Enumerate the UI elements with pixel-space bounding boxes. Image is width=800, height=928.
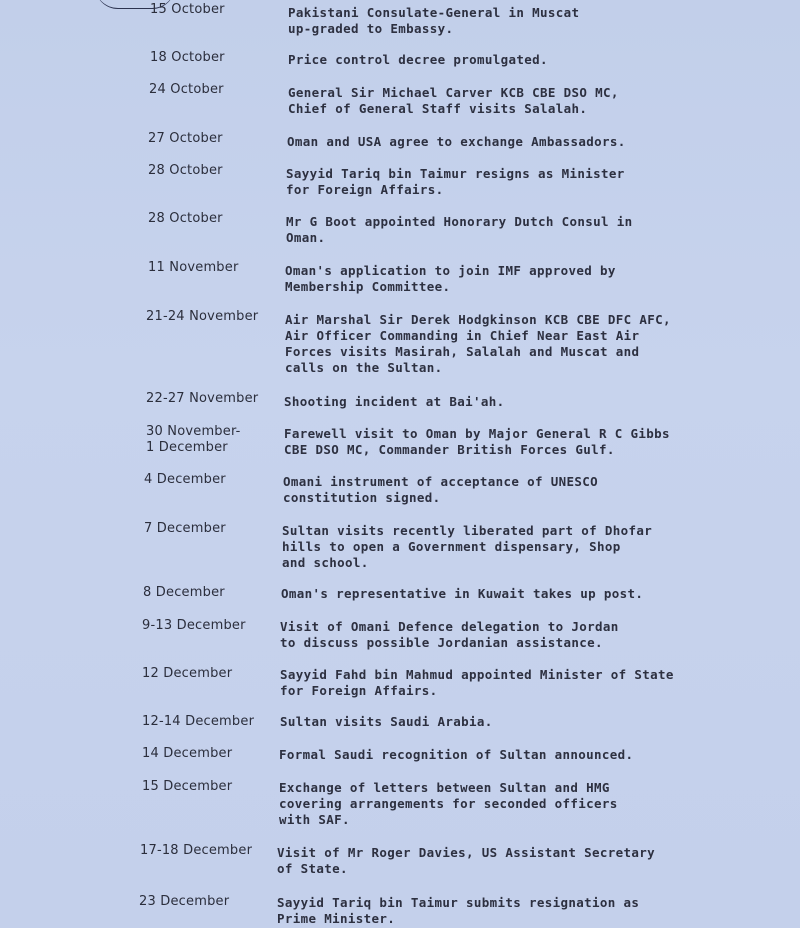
entry-description: Shooting incident at Bai'ah. xyxy=(284,394,505,409)
entry-description: Sultan visits recently liberated part of Dhofar hills to open a Government dispensary, Shop and school. xyxy=(282,523,653,570)
entry-date: 21-24 November xyxy=(146,309,259,324)
entry-description: Pakistani Consulate-General in Muscat up-graded to Embassy. xyxy=(288,5,580,36)
entry-date: 12-14 December xyxy=(142,714,255,729)
entry-description: Exchange of letters between Sultan and HMG covering arrangements for seconded officers with SAF. xyxy=(279,780,618,827)
entry-date: 23 December xyxy=(139,894,230,909)
entry-date: 15 October xyxy=(150,2,225,17)
entry-date: 15 December xyxy=(142,779,233,794)
entry-date: 24 October xyxy=(149,82,224,97)
entry-description: Visit of Mr Roger Davies, US Assistant Secretary of State. xyxy=(277,845,656,876)
entry-description: Sayyid Tariq bin Taimur submits resignation as Prime Minister. xyxy=(277,895,640,926)
entry-description: Omani instrument of acceptance of UNESCO constitution signed. xyxy=(283,474,599,505)
entry-description: Air Marshal Sir Derek Hodgkinson KCB CBE DFC AFC, Air Officer Commanding in Chief Near East Air Forces visits Masirah, Salalah and Muscat and calls on the Sultan. xyxy=(285,312,671,375)
entry-date: 11 November xyxy=(148,260,239,275)
entry-date: 28 October xyxy=(148,211,223,226)
entry-description: Sayyid Tariq bin Taimur resigns as Minister for Foreign Affairs. xyxy=(286,166,625,197)
entry-date: 12 December xyxy=(142,666,233,681)
entry-description: Farewell visit to Oman by Major General R C Gibbs CBE DSO MC, Commander British Forces Gulf. xyxy=(284,426,670,457)
entry-description: Mr G Boot appointed Honorary Dutch Consul in Oman. xyxy=(286,214,633,245)
entry-description: Visit of Omani Defence delegation to Jordan to discuss possible Jordanian assistance. xyxy=(280,619,619,650)
entry-date: 17-18 December xyxy=(140,843,253,858)
entry-date: 30 November- 1 December xyxy=(146,424,241,455)
entry-date: 7 December xyxy=(144,521,226,536)
entry-description: Sayyid Fahd bin Mahmud appointed Minister of State for Foreign Affairs. xyxy=(280,667,674,698)
entry-description: General Sir Michael Carver KCB CBE DSO MC, Chief of General Staff visits Salalah. xyxy=(288,85,619,116)
entry-date: 4 December xyxy=(144,472,226,487)
entry-date: 22-27 November xyxy=(146,391,259,406)
entry-date: 28 October xyxy=(148,163,223,178)
entry-date: 18 October xyxy=(150,50,225,65)
entry-description: Oman and USA agree to exchange Ambassadors. xyxy=(287,134,626,149)
entry-date: 9-13 December xyxy=(142,618,246,633)
entry-date: 14 December xyxy=(142,746,233,761)
entry-date: 27 October xyxy=(148,131,223,146)
entry-date: 8 December xyxy=(143,585,225,600)
entry-description: Sultan visits Saudi Arabia. xyxy=(280,714,493,729)
entry-description: Oman's application to join IMF approved by Membership Committee. xyxy=(285,263,616,294)
entry-description: Formal Saudi recognition of Sultan announced. xyxy=(279,747,634,762)
entry-description: Price control decree promulgated. xyxy=(288,52,548,67)
entry-description: Oman's representative in Kuwait takes up post. xyxy=(281,586,644,601)
